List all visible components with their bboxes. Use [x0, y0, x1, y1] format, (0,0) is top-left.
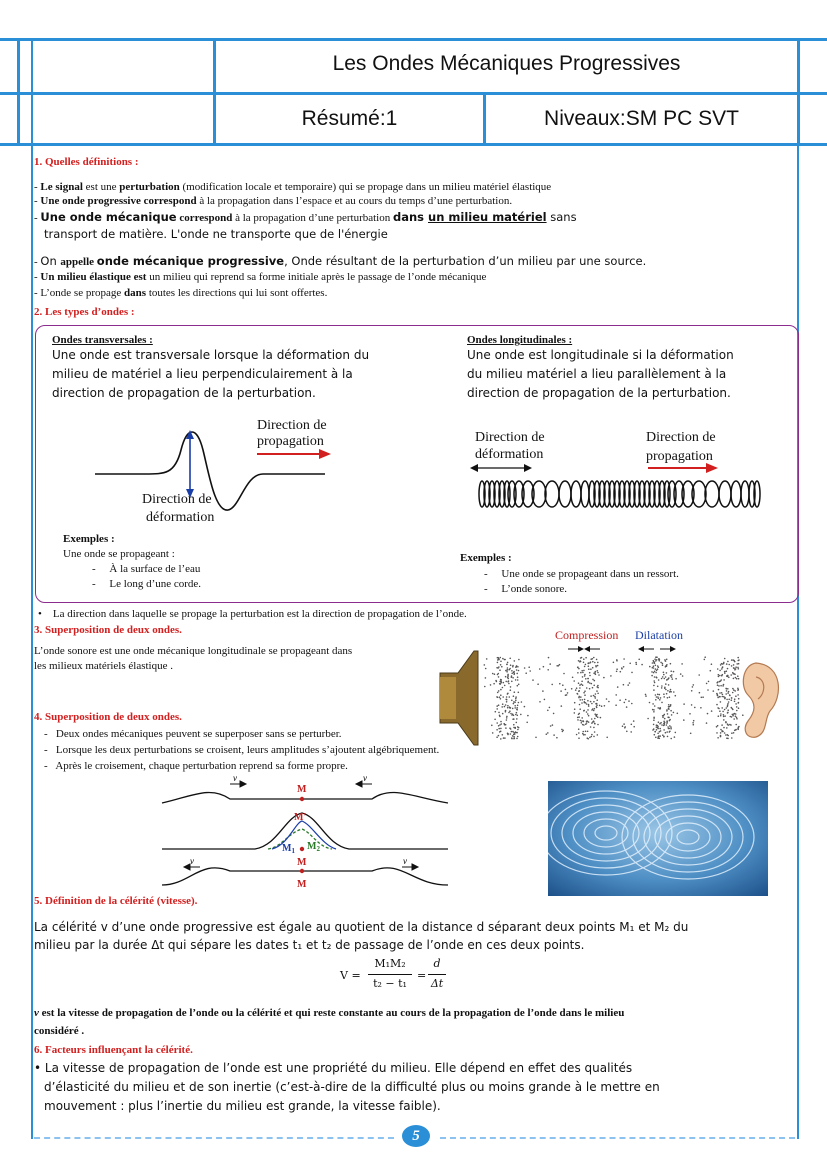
point-m-prime: M'	[294, 812, 307, 823]
superposition-2: - Lorsque les deux perturbations se croisent, leurs amplitudes s’ajoutent algébriquement.	[44, 744, 440, 756]
page-number-badge: 5	[402, 1125, 430, 1147]
longitudinal-text-3: direction de propagation de la perturbation.	[467, 386, 731, 400]
def-milieu-elastique: - Un milieu élastique est un milieu qui reprend sa forme initiale après le passage de l’onde mécanique	[34, 271, 487, 283]
factors-text-3: mouvement : plus l’inertie du milieu est grande, la vitesse faible).	[44, 1099, 441, 1113]
section-4-title: 4. Superposition de deux ondes.	[34, 711, 182, 723]
long-example-1: - Une onde se propageant dans un ressort.	[484, 568, 679, 580]
celerity-definition-cont: considéré .	[34, 1025, 85, 1037]
section-6-title: 6. Facteurs influençant la célérité.	[34, 1044, 193, 1056]
def-directions: - L’onde se propage dans toutes les directions qui lui sont offertes.	[34, 287, 328, 299]
trans-example-2: - Le long d’une corde.	[92, 578, 202, 590]
point-m-top: M	[297, 784, 307, 795]
resume-label: Résumé:1	[301, 107, 398, 130]
velocity-label-3: v	[190, 856, 194, 866]
transversal-text-2: milieu de matériel a lieu perpendiculairement à la	[52, 367, 353, 381]
section-2-title: 2. Les types d’ondes :	[34, 306, 135, 318]
celerity-text-2: milieu par la durée Δt qui sépare les dates t₁ et t₂ de passage de l’onde en ces deux points.	[34, 938, 585, 952]
compression-label: Compression	[555, 628, 619, 642]
long-prop-label-1: Direction de	[646, 430, 716, 445]
section-3-title: 3. Superposition de deux ondes.	[34, 624, 182, 636]
long-prop-label-2: propagation	[646, 449, 713, 464]
def-mecanique-cont: transport de matière. L'onde ne transporte que de l'énergie	[44, 227, 388, 241]
celerity-text-1: La célérité v d’une onde progressive est égale au quotient de la distance d séparant deux points M₁ et M₂ du	[34, 920, 689, 934]
trans-def-label-2: déformation	[146, 510, 215, 525]
transversal-title: Ondes transversales :	[52, 334, 153, 346]
transversal-text-3: direction de propagation de la perturbation.	[52, 386, 316, 400]
sound-wave-illustration	[438, 625, 783, 750]
sound-text-2: les milieux matériels élastique .	[34, 660, 173, 672]
point-m-bottom: M	[297, 879, 307, 890]
superposition-3: - Après le croisement, chaque perturbation reprend sa forme propre.	[44, 760, 348, 772]
propagation-note: • La direction dans laquelle se propage la perturbation est la direction de propagation de l’onde.	[38, 608, 467, 620]
trans-examples-title: Exemples :	[63, 533, 115, 545]
point-m1: $M_1$	[282, 843, 295, 855]
celerity-formula: V = M₁M₂ t₂ − t₁ = d Δt	[340, 957, 460, 997]
velocity-label-1: v	[233, 775, 237, 783]
transversal-text-1: Une onde est transversale lorsque la déformation du	[52, 348, 370, 362]
point-m-mid: M	[297, 857, 307, 868]
water-ripples-photo	[548, 781, 768, 896]
sound-text-1: L’onde sonore est une onde mécanique longitudinale se propageant dans	[34, 645, 353, 657]
factors-text-2: d’élasticité du milieu et de son inertie (c’est-à-dire de la difficulté plus ou moins grande à le mettre en	[44, 1080, 660, 1094]
footer-dash-left	[34, 1137, 394, 1139]
long-def-label-1: Direction de	[475, 430, 545, 445]
dilatation-label: Dilatation	[635, 628, 683, 642]
trans-def-label-1: Direction de	[142, 492, 212, 507]
def-signal: - Le signal est une perturbation (modification locale et temporaire) qui se propage dans un milieu matériel élastique	[34, 181, 552, 193]
superposition-diagram	[160, 775, 450, 890]
longitudinal-text-2: du milieu matériel a lieu parallèlement à la	[467, 367, 727, 381]
section-1-title: 1. Quelles définitions :	[34, 156, 139, 168]
trans-example-1: - À la surface de l’eau	[92, 563, 201, 575]
long-examples-title: Exemples :	[460, 552, 512, 564]
celerity-definition: v est la vitesse de propagation de l’onde ou la célérité et qui reste constante au cours de la propagation de l’onde dans le milieu	[34, 1007, 625, 1019]
footer-dash-right	[440, 1137, 795, 1139]
factors-text-1: • La vitesse de propagation de l’onde est une propriété du milieu. Elle dépend en effet des qualités	[34, 1061, 633, 1075]
long-example-2: - L’onde sonore.	[484, 583, 568, 595]
def-mecanique: - Une onde mécanique correspond à la propagation d’une perturbation dans un milieu matériel sans	[34, 210, 577, 224]
def-onde-meca-prog: - On appelle onde mécanique progressive, Onde résultant de la perturbation d’un milieu par une source.	[34, 254, 647, 268]
def-progressive: - Une onde progressive correspond à la propagation dans l’espace et au cours du temps d’une perturbation.	[34, 195, 513, 207]
long-def-label-2: déformation	[475, 447, 544, 462]
point-m2: $M_2$	[307, 841, 320, 853]
trans-example-intro: Une onde se propageant :	[63, 548, 175, 560]
superposition-1: - Deux ondes mécaniques peuvent se superposer sans se perturber.	[44, 728, 342, 740]
levels-label: Niveaux:SM PC SVT	[544, 107, 739, 130]
longitudinal-text-1: Une onde est longitudinale si la déformation	[467, 348, 734, 362]
page-title: Les Ondes Mécaniques Progressives	[332, 52, 681, 75]
trans-prop-label-1: Direction de	[257, 418, 327, 433]
trans-prop-label-2: propagation	[257, 434, 324, 449]
longitudinal-spring-diagram	[470, 462, 770, 522]
velocity-label-2: v	[363, 775, 367, 783]
velocity-label-4: v	[403, 856, 407, 866]
section-5-title: 5. Définition de la célérité (vitesse).	[34, 895, 198, 907]
longitudinal-title: Ondes longitudinales :	[467, 334, 573, 346]
